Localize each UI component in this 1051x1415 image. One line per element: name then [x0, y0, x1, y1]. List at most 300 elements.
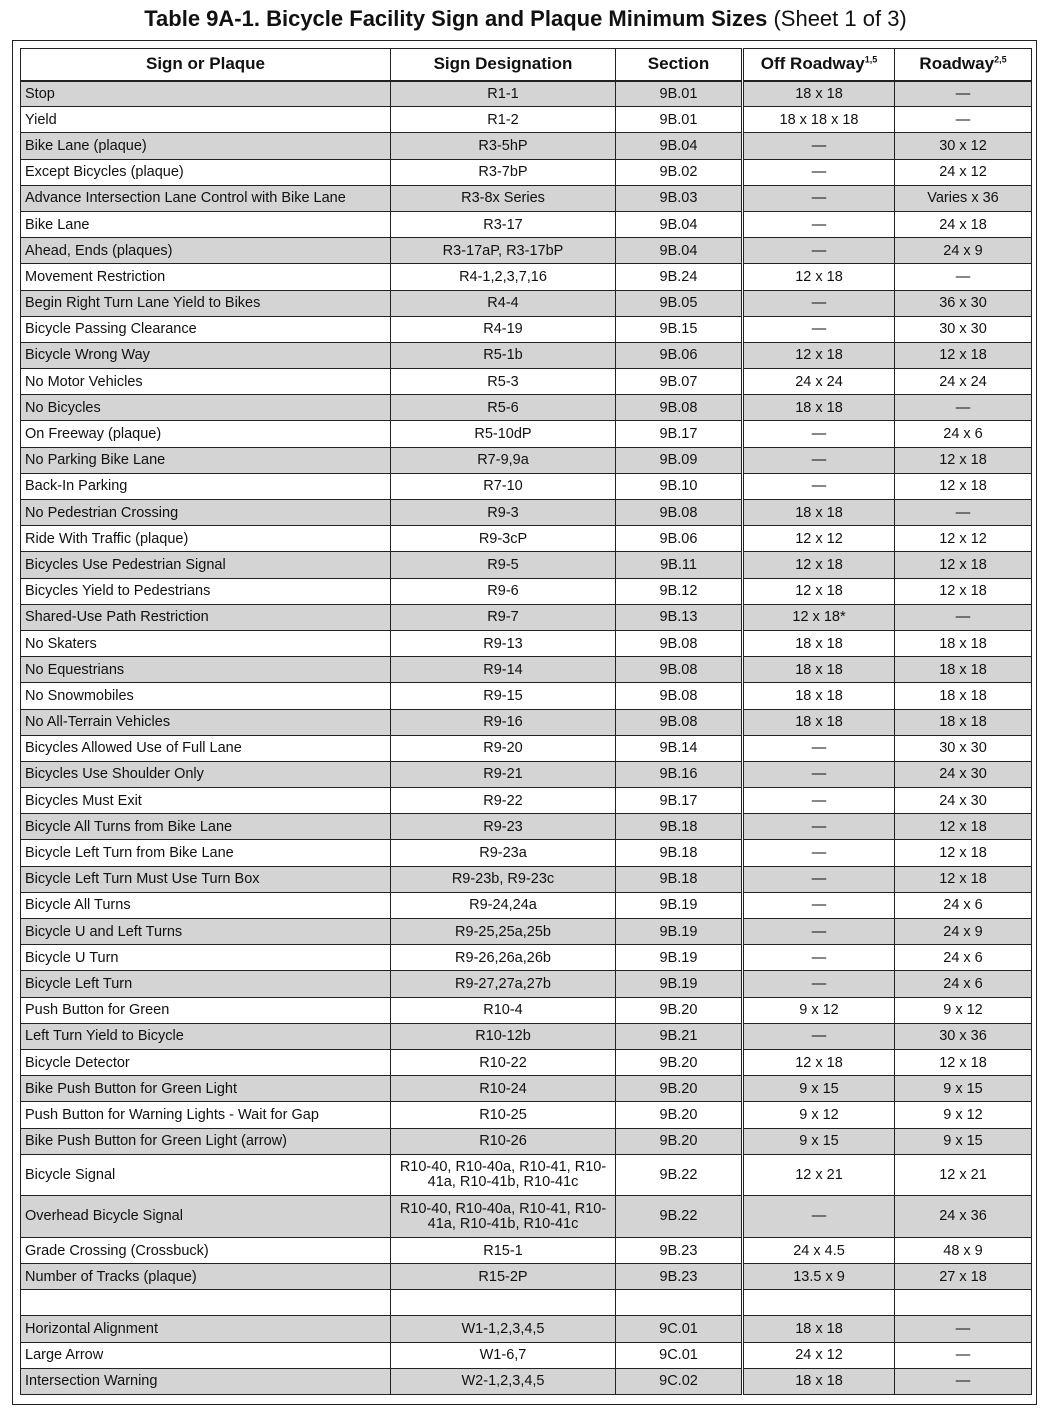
- cell-off-roadway: 24 x 4.5: [743, 1238, 895, 1264]
- cell-designation: R15-2P: [391, 1264, 616, 1290]
- table-row: [21, 133, 1032, 159]
- cell-off-roadway: —: [743, 421, 895, 447]
- cell-roadway: —: [895, 395, 1032, 421]
- cell-section: 9B.06: [616, 342, 743, 368]
- cell-designation: R9-21: [391, 761, 616, 787]
- header-roadway: [895, 49, 1032, 81]
- table-row: [21, 290, 1032, 316]
- cell-section: 9B.08: [616, 657, 743, 683]
- title-main: Table 9A-1. Bicycle Facility Sign and Plaque Minimum Sizes: [144, 6, 768, 31]
- cell-designation: R9-20: [391, 735, 616, 761]
- table-row: [21, 473, 1032, 499]
- cell-roadway: —: [895, 604, 1032, 630]
- table-row: [21, 578, 1032, 604]
- cell-sign-name: Large Arrow: [21, 1342, 391, 1368]
- table-row: [21, 238, 1032, 264]
- table-row: [21, 788, 1032, 814]
- cell-designation: R9-25,25a,25b: [391, 919, 616, 945]
- table-row: [21, 1316, 1032, 1342]
- table-row: [21, 185, 1032, 211]
- cell-roadway: Varies x 36: [895, 185, 1032, 211]
- table-row: [21, 1128, 1032, 1154]
- table-row: [21, 552, 1032, 578]
- cell-roadway: 18 x 18: [895, 683, 1032, 709]
- cell-roadway: 24 x 24: [895, 369, 1032, 395]
- table-row: [21, 866, 1032, 892]
- cell-designation: R9-7: [391, 604, 616, 630]
- cell-sign-name: Movement Restriction: [21, 264, 391, 290]
- cell-section: 9B.21: [616, 1023, 743, 1049]
- cell-section: 9B.18: [616, 840, 743, 866]
- cell-roadway: [895, 1290, 1032, 1316]
- cell-designation: R5-1b: [391, 342, 616, 368]
- cell-designation: R3-8x Series: [391, 185, 616, 211]
- cell-roadway: 24 x 30: [895, 761, 1032, 787]
- cell-roadway: 12 x 12: [895, 526, 1032, 552]
- cell-section: 9B.16: [616, 761, 743, 787]
- cell-sign-name: Stop: [21, 81, 391, 107]
- cell-off-roadway: —: [743, 133, 895, 159]
- cell-sign-name: Number of Tracks (plaque): [21, 1264, 391, 1290]
- cell-roadway: 24 x 36: [895, 1196, 1032, 1238]
- cell-sign-name: No Snowmobiles: [21, 683, 391, 709]
- cell-off-roadway: —: [743, 840, 895, 866]
- cell-designation: R9-3cP: [391, 526, 616, 552]
- cell-off-roadway: —: [743, 211, 895, 237]
- cell-designation: R9-23b, R9-23c: [391, 866, 616, 892]
- cell-section: 9B.10: [616, 473, 743, 499]
- cell-off-roadway: —: [743, 159, 895, 185]
- table-row: [21, 1342, 1032, 1368]
- cell-roadway: 30 x 12: [895, 133, 1032, 159]
- cell-designation: R9-24,24a: [391, 892, 616, 918]
- cell-roadway: 9 x 12: [895, 1102, 1032, 1128]
- cell-sign-name: Bicycle U Turn: [21, 945, 391, 971]
- cell-designation: R7-10: [391, 473, 616, 499]
- table-row: [21, 761, 1032, 787]
- cell-off-roadway: 18 x 18: [743, 1368, 895, 1394]
- cell-sign-name: Ahead, Ends (plaques): [21, 238, 391, 264]
- cell-section: 9B.20: [616, 997, 743, 1023]
- cell-section: 9C.01: [616, 1342, 743, 1368]
- cell-section: 9B.22: [616, 1154, 743, 1196]
- table-row: [21, 342, 1032, 368]
- cell-roadway: 12 x 18: [895, 342, 1032, 368]
- cell-off-roadway: 24 x 12: [743, 1342, 895, 1368]
- cell-sign-name: No Skaters: [21, 630, 391, 656]
- cell-sign-name: Push Button for Green: [21, 997, 391, 1023]
- cell-roadway: 24 x 6: [895, 892, 1032, 918]
- cell-section: 9B.20: [616, 1128, 743, 1154]
- cell-sign-name: Bicycles Use Shoulder Only: [21, 761, 391, 787]
- cell-section: 9B.24: [616, 264, 743, 290]
- cell-section: 9C.02: [616, 1368, 743, 1394]
- cell-sign-name: Bicycle All Turns from Bike Lane: [21, 814, 391, 840]
- cell-sign-name: Bike Lane (plaque): [21, 133, 391, 159]
- cell-sign-name: Intersection Warning: [21, 1368, 391, 1394]
- cell-roadway: 9 x 12: [895, 997, 1032, 1023]
- cell-section: 9B.17: [616, 421, 743, 447]
- cell-off-roadway: 12 x 18: [743, 552, 895, 578]
- cell-designation: R9-5: [391, 552, 616, 578]
- cell-sign-name: No Equestrians: [21, 657, 391, 683]
- cell-off-roadway: 18 x 18: [743, 1316, 895, 1342]
- cell-roadway: 12 x 18: [895, 447, 1032, 473]
- cell-sign-name: No Motor Vehicles: [21, 369, 391, 395]
- table-row: [21, 1238, 1032, 1264]
- cell-section: 9B.08: [616, 630, 743, 656]
- cell-roadway: 12 x 18: [895, 473, 1032, 499]
- table-row: [21, 264, 1032, 290]
- cell-designation: R5-3: [391, 369, 616, 395]
- table-row: [21, 395, 1032, 421]
- cell-designation: R3-5hP: [391, 133, 616, 159]
- table-row: [21, 447, 1032, 473]
- cell-section: 9B.07: [616, 369, 743, 395]
- table-row: [21, 1196, 1032, 1238]
- sign-size-table: [20, 48, 1032, 1395]
- cell-roadway: 12 x 18: [895, 578, 1032, 604]
- cell-off-roadway: —: [743, 735, 895, 761]
- header-row: [21, 49, 1032, 81]
- cell-section: 9B.17: [616, 788, 743, 814]
- header-off-roadway: [743, 49, 895, 81]
- cell-sign-name: Bicycle Signal: [21, 1154, 391, 1196]
- table-row: [21, 709, 1032, 735]
- cell-roadway: 9 x 15: [895, 1128, 1032, 1154]
- cell-off-roadway: —: [743, 814, 895, 840]
- cell-section: 9B.06: [616, 526, 743, 552]
- cell-sign-name: Bicycle Left Turn from Bike Lane: [21, 840, 391, 866]
- cell-sign-name: Bicycles Use Pedestrian Signal: [21, 552, 391, 578]
- cell-section: 9B.14: [616, 735, 743, 761]
- cell-off-roadway: 12 x 18: [743, 342, 895, 368]
- cell-designation: R5-6: [391, 395, 616, 421]
- cell-off-roadway: 13.5 x 9: [743, 1264, 895, 1290]
- cell-off-roadway: —: [743, 316, 895, 342]
- cell-off-roadway: 9 x 15: [743, 1076, 895, 1102]
- cell-sign-name: Bike Lane: [21, 211, 391, 237]
- cell-section: 9B.18: [616, 866, 743, 892]
- cell-sign-name: Left Turn Yield to Bicycle: [21, 1023, 391, 1049]
- cell-sign-name: Bike Push Button for Green Light: [21, 1076, 391, 1102]
- cell-section: 9B.23: [616, 1238, 743, 1264]
- cell-section: 9B.22: [616, 1196, 743, 1238]
- table-row: [21, 814, 1032, 840]
- cell-section: 9B.19: [616, 945, 743, 971]
- header-sign: Sign or Plaque: [21, 49, 391, 81]
- cell-sign-name: Horizontal Alignment: [21, 1316, 391, 1342]
- cell-roadway: 12 x 18: [895, 1049, 1032, 1075]
- cell-off-roadway: —: [743, 238, 895, 264]
- cell-sign-name: Bicycle Wrong Way: [21, 342, 391, 368]
- cell-sign-name: Bicycle U and Left Turns: [21, 919, 391, 945]
- cell-designation: R4-4: [391, 290, 616, 316]
- cell-section: 9B.12: [616, 578, 743, 604]
- cell-section: 9B.01: [616, 81, 743, 107]
- cell-off-roadway: —: [743, 971, 895, 997]
- cell-designation: W2-1,2,3,4,5: [391, 1368, 616, 1394]
- table-row: [21, 211, 1032, 237]
- title-sheet: (Sheet 1 of 3): [767, 6, 907, 31]
- cell-designation: R9-6: [391, 578, 616, 604]
- header-off-roadway-footnote: 1,5: [864, 54, 878, 65]
- cell-designation: R7-9,9a: [391, 447, 616, 473]
- table-row: [21, 840, 1032, 866]
- cell-section: 9B.08: [616, 500, 743, 526]
- table-row: [21, 1076, 1032, 1102]
- cell-designation: R1-2: [391, 107, 616, 133]
- cell-designation: R9-14: [391, 657, 616, 683]
- cell-designation: R15-1: [391, 1238, 616, 1264]
- cell-sign-name: No Pedestrian Crossing: [21, 500, 391, 526]
- cell-off-roadway: —: [743, 1023, 895, 1049]
- cell-designation: R4-19: [391, 316, 616, 342]
- cell-off-roadway: 18 x 18: [743, 657, 895, 683]
- cell-off-roadway: —: [743, 892, 895, 918]
- cell-section: 9C.01: [616, 1316, 743, 1342]
- cell-designation: R10-25: [391, 1102, 616, 1128]
- cell-designation: R10-24: [391, 1076, 616, 1102]
- cell-roadway: 24 x 9: [895, 238, 1032, 264]
- cell-sign-name: No All-Terrain Vehicles: [21, 709, 391, 735]
- cell-section: 9B.19: [616, 892, 743, 918]
- cell-section: 9B.08: [616, 395, 743, 421]
- header-designation: Sign Designation: [391, 49, 616, 81]
- table-row: [21, 945, 1032, 971]
- cell-off-roadway: 18 x 18: [743, 709, 895, 735]
- cell-off-roadway: —: [743, 788, 895, 814]
- cell-sign-name: Bicycles Must Exit: [21, 788, 391, 814]
- cell-section: 9B.20: [616, 1102, 743, 1128]
- cell-designation: R5-10dP: [391, 421, 616, 447]
- cell-roadway: 12 x 18: [895, 840, 1032, 866]
- table-row: [21, 919, 1032, 945]
- cell-off-roadway: 9 x 15: [743, 1128, 895, 1154]
- table-row: [21, 500, 1032, 526]
- cell-designation: R9-27,27a,27b: [391, 971, 616, 997]
- cell-designation: W1-1,2,3,4,5: [391, 1316, 616, 1342]
- table-row: [21, 1102, 1032, 1128]
- cell-roadway: 18 x 18: [895, 657, 1032, 683]
- cell-roadway: 30 x 36: [895, 1023, 1032, 1049]
- cell-off-roadway: 18 x 18: [743, 500, 895, 526]
- cell-designation: R1-1: [391, 81, 616, 107]
- cell-sign-name: Bicycles Yield to Pedestrians: [21, 578, 391, 604]
- table-row: [21, 421, 1032, 447]
- cell-designation: W1-6,7: [391, 1342, 616, 1368]
- cell-roadway: 24 x 6: [895, 971, 1032, 997]
- cell-designation: R10-40, R10-40a, R10-41, R10-41a, R10-41b, R10-41c: [391, 1154, 616, 1196]
- table-body: [21, 81, 1032, 1395]
- table-row: [21, 369, 1032, 395]
- cell-roadway: 30 x 30: [895, 316, 1032, 342]
- cell-roadway: 24 x 9: [895, 919, 1032, 945]
- header-off-roadway-label: Off Roadway: [760, 54, 865, 74]
- cell-designation: R9-16: [391, 709, 616, 735]
- cell-sign-name: Bicycle Passing Clearance: [21, 316, 391, 342]
- cell-section: 9B.05: [616, 290, 743, 316]
- cell-designation: R3-7bP: [391, 159, 616, 185]
- cell-off-roadway: 18 x 18: [743, 81, 895, 107]
- table-row: [21, 735, 1032, 761]
- cell-off-roadway: 18 x 18: [743, 683, 895, 709]
- cell-roadway: 24 x 12: [895, 159, 1032, 185]
- cell-off-roadway: 9 x 12: [743, 1102, 895, 1128]
- cell-section: 9B.09: [616, 447, 743, 473]
- table-row: [21, 1264, 1032, 1290]
- table-row: [21, 1023, 1032, 1049]
- cell-off-roadway: —: [743, 945, 895, 971]
- cell-designation: R4-1,2,3,7,16: [391, 264, 616, 290]
- cell-off-roadway: 12 x 12: [743, 526, 895, 552]
- table-row: [21, 1154, 1032, 1196]
- cell-off-roadway: —: [743, 866, 895, 892]
- cell-sign-name: Advance Intersection Lane Control with Bike Lane: [21, 185, 391, 211]
- cell-designation: R9-22: [391, 788, 616, 814]
- table-row: [21, 971, 1032, 997]
- cell-sign-name: Overhead Bicycle Signal: [21, 1196, 391, 1238]
- table-row: [21, 159, 1032, 185]
- table-row: [21, 630, 1032, 656]
- cell-designation: R9-23: [391, 814, 616, 840]
- cell-section: 9B.08: [616, 683, 743, 709]
- cell-roadway: 12 x 18: [895, 814, 1032, 840]
- table-row: [21, 657, 1032, 683]
- cell-section: 9B.11: [616, 552, 743, 578]
- cell-roadway: —: [895, 1368, 1032, 1394]
- cell-roadway: 48 x 9: [895, 1238, 1032, 1264]
- cell-designation: R10-40, R10-40a, R10-41, R10-41a, R10-41b, R10-41c: [391, 1196, 616, 1238]
- cell-section: 9B.23: [616, 1264, 743, 1290]
- cell-sign-name: On Freeway (plaque): [21, 421, 391, 447]
- cell-sign-name: Grade Crossing (Crossbuck): [21, 1238, 391, 1264]
- cell-roadway: 24 x 18: [895, 211, 1032, 237]
- cell-roadway: —: [895, 107, 1032, 133]
- cell-section: 9B.02: [616, 159, 743, 185]
- table-row: [21, 526, 1032, 552]
- cell-section: 9B.20: [616, 1076, 743, 1102]
- cell-sign-name: Ride With Traffic (plaque): [21, 526, 391, 552]
- cell-roadway: 9 x 15: [895, 1076, 1032, 1102]
- cell-roadway: 12 x 18: [895, 552, 1032, 578]
- cell-off-roadway: —: [743, 185, 895, 211]
- cell-section: 9B.20: [616, 1049, 743, 1075]
- cell-section: 9B.19: [616, 971, 743, 997]
- cell-roadway: 24 x 6: [895, 421, 1032, 447]
- cell-roadway: 27 x 18: [895, 1264, 1032, 1290]
- table-row: [21, 997, 1032, 1023]
- cell-off-roadway: —: [743, 919, 895, 945]
- table-row: [21, 892, 1032, 918]
- table-row: [21, 1049, 1032, 1075]
- cell-off-roadway: 12 x 18*: [743, 604, 895, 630]
- cell-roadway: —: [895, 264, 1032, 290]
- cell-roadway: —: [895, 1316, 1032, 1342]
- cell-section: 9B.13: [616, 604, 743, 630]
- cell-sign-name: Shared-Use Path Restriction: [21, 604, 391, 630]
- cell-designation: R3-17aP, R3-17bP: [391, 238, 616, 264]
- cell-designation: R9-3: [391, 500, 616, 526]
- cell-roadway: —: [895, 81, 1032, 107]
- cell-roadway: —: [895, 500, 1032, 526]
- cell-section: [616, 1290, 743, 1316]
- header-roadway-footnote: 2,5: [994, 54, 1007, 65]
- cell-section: 9B.03: [616, 185, 743, 211]
- cell-section: 9B.01: [616, 107, 743, 133]
- cell-designation: R3-17: [391, 211, 616, 237]
- cell-off-roadway: —: [743, 447, 895, 473]
- cell-sign-name: Begin Right Turn Lane Yield to Bikes: [21, 290, 391, 316]
- table-row: [21, 604, 1032, 630]
- cell-off-roadway: 18 x 18: [743, 395, 895, 421]
- table-row: [21, 1368, 1032, 1394]
- cell-section: 9B.15: [616, 316, 743, 342]
- cell-roadway: 12 x 21: [895, 1154, 1032, 1196]
- cell-off-roadway: —: [743, 761, 895, 787]
- cell-off-roadway: 12 x 18: [743, 264, 895, 290]
- cell-off-roadway: 12 x 21: [743, 1154, 895, 1196]
- cell-section: 9B.04: [616, 238, 743, 264]
- cell-sign-name: [21, 1290, 391, 1316]
- cell-sign-name: Back-In Parking: [21, 473, 391, 499]
- cell-roadway: 18 x 18: [895, 709, 1032, 735]
- table-row: [21, 316, 1032, 342]
- cell-off-roadway: 12 x 18: [743, 578, 895, 604]
- cell-off-roadway: 9 x 12: [743, 997, 895, 1023]
- cell-sign-name: Push Button for Warning Lights - Wait for Gap: [21, 1102, 391, 1128]
- cell-off-roadway: 18 x 18 x 18: [743, 107, 895, 133]
- cell-designation: R10-26: [391, 1128, 616, 1154]
- cell-section: 9B.04: [616, 133, 743, 159]
- header-section: Section: [616, 49, 743, 81]
- cell-off-roadway: 18 x 18: [743, 630, 895, 656]
- cell-section: 9B.19: [616, 919, 743, 945]
- cell-off-roadway: —: [743, 290, 895, 316]
- cell-roadway: 36 x 30: [895, 290, 1032, 316]
- cell-sign-name: Bicycle Left Turn Must Use Turn Box: [21, 866, 391, 892]
- header-roadway-label: Roadway: [919, 54, 995, 74]
- cell-roadway: 24 x 30: [895, 788, 1032, 814]
- cell-section: 9B.08: [616, 709, 743, 735]
- table-row: [21, 81, 1032, 107]
- cell-off-roadway: 12 x 18: [743, 1049, 895, 1075]
- cell-sign-name: Yield: [21, 107, 391, 133]
- cell-designation: R10-22: [391, 1049, 616, 1075]
- cell-off-roadway: 24 x 24: [743, 369, 895, 395]
- cell-designation: R9-26,26a,26b: [391, 945, 616, 971]
- cell-designation: R10-12b: [391, 1023, 616, 1049]
- cell-designation: [391, 1290, 616, 1316]
- cell-sign-name: Bike Push Button for Green Light (arrow): [21, 1128, 391, 1154]
- page-title: [0, 4, 1051, 34]
- cell-roadway: 18 x 18: [895, 630, 1032, 656]
- cell-designation: R10-4: [391, 997, 616, 1023]
- cell-sign-name: Except Bicycles (plaque): [21, 159, 391, 185]
- table-row: [21, 107, 1032, 133]
- cell-sign-name: Bicycles Allowed Use of Full Lane: [21, 735, 391, 761]
- cell-off-roadway: [743, 1290, 895, 1316]
- cell-designation: R9-13: [391, 630, 616, 656]
- cell-sign-name: No Parking Bike Lane: [21, 447, 391, 473]
- cell-designation: R9-15: [391, 683, 616, 709]
- cell-designation: R9-23a: [391, 840, 616, 866]
- cell-roadway: 24 x 6: [895, 945, 1032, 971]
- cell-section: 9B.18: [616, 814, 743, 840]
- cell-roadway: 12 x 18: [895, 866, 1032, 892]
- cell-off-roadway: —: [743, 1196, 895, 1238]
- cell-roadway: —: [895, 1342, 1032, 1368]
